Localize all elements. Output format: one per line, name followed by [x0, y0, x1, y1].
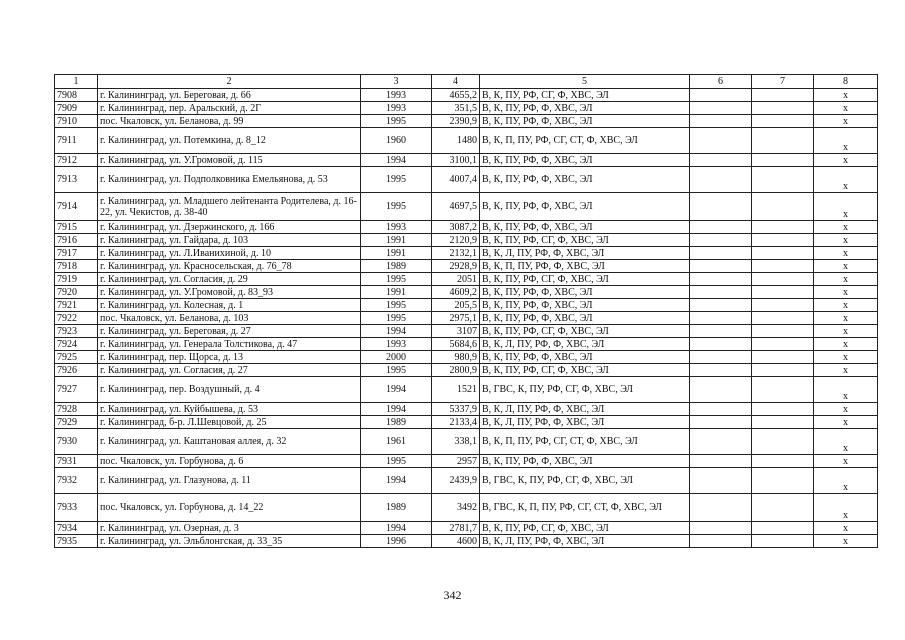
column-6-cell [690, 115, 752, 128]
column-7-cell [752, 522, 814, 535]
row-number: 7921 [55, 299, 98, 312]
year-cell: 1995 [361, 364, 432, 377]
column-8-cell: х [814, 351, 878, 364]
year-cell: 1989 [361, 260, 432, 273]
address-cell: г. Калининград, ул. Л.Иванихиной, д. 10 [98, 247, 361, 260]
column-6-cell [690, 102, 752, 115]
area-cell: 1521 [432, 377, 480, 403]
column-7-cell [752, 377, 814, 403]
services-cell: В, К, Л, ПУ, РФ, Ф, ХВС, ЭЛ [480, 416, 690, 429]
year-cell: 1993 [361, 221, 432, 234]
year-cell: 1961 [361, 429, 432, 455]
row-number: 7930 [55, 429, 98, 455]
column-6-cell [690, 377, 752, 403]
column-6-cell [690, 535, 752, 548]
services-cell: В, К, П, ПУ, РФ, СГ, СТ, Ф, ХВС, ЭЛ [480, 429, 690, 455]
row-number: 7918 [55, 260, 98, 273]
table-row [55, 325, 878, 338]
services-cell: В, К, Л, ПУ, РФ, Ф, ХВС, ЭЛ [480, 338, 690, 351]
column-number-row [55, 75, 878, 89]
address-cell: г. Калининград, ул. Дзержинского, д. 166 [98, 221, 361, 234]
table-row [55, 299, 878, 312]
row-number: 7910 [55, 115, 98, 128]
column-6-cell [690, 522, 752, 535]
area-cell: 351,5 [432, 102, 480, 115]
row-number: 7911 [55, 128, 98, 154]
column-6-cell [690, 468, 752, 494]
address-cell: г. Калининград, ул. У.Громовой, д. 115 [98, 154, 361, 167]
column-8-cell: х [814, 468, 878, 494]
column-7-cell [752, 468, 814, 494]
column-7-cell [752, 455, 814, 468]
services-cell: В, К, ПУ, РФ, СГ, Ф, ХВС, ЭЛ [480, 522, 690, 535]
row-number: 7924 [55, 338, 98, 351]
area-cell: 2439,9 [432, 468, 480, 494]
services-cell: В, К, ПУ, РФ, Ф, ХВС, ЭЛ [480, 286, 690, 299]
row-number: 7923 [55, 325, 98, 338]
column-8-cell: х [814, 338, 878, 351]
services-cell: В, ГВС, К, ПУ, РФ, СГ, Ф, ХВС, ЭЛ [480, 377, 690, 403]
row-number: 7908 [55, 89, 98, 102]
column-6-cell [690, 193, 752, 221]
services-cell: В, К, ПУ, РФ, Ф, ХВС, ЭЛ [480, 299, 690, 312]
services-cell: В, ГВС, К, П, ПУ, РФ, СГ, СТ, Ф, ХВС, ЭЛ [480, 494, 690, 522]
area-cell: 2120,9 [432, 234, 480, 247]
column-6-cell [690, 234, 752, 247]
area-cell: 2051 [432, 273, 480, 286]
address-cell: г. Калининград, ул. Колесная, д. 1 [98, 299, 361, 312]
column-6-cell [690, 312, 752, 325]
address-cell: г. Калининград, ул. Каштановая аллея, д. 32 [98, 429, 361, 455]
row-number: 7935 [55, 535, 98, 548]
address-cell: г. Калининград, ул. Подполковника Емельянова, д. 53 [98, 167, 361, 193]
column-8-cell: х [814, 234, 878, 247]
area-cell: 4655,2 [432, 89, 480, 102]
address-cell: г. Калининград, ул. Младшего лейтенанта Родителева, д. 16-22, ул. Чекистов, д. 38-40 [98, 193, 361, 221]
row-number: 7916 [55, 234, 98, 247]
column-7-cell [752, 286, 814, 299]
row-number: 7925 [55, 351, 98, 364]
address-cell: г. Калининград, ул. Береговая, д. 66 [98, 89, 361, 102]
column-7-cell [752, 115, 814, 128]
year-cell: 1995 [361, 273, 432, 286]
area-cell: 980,9 [432, 351, 480, 364]
year-cell: 1995 [361, 193, 432, 221]
column-6-cell [690, 128, 752, 154]
table-row [55, 115, 878, 128]
column-7-cell [752, 193, 814, 221]
column-7-cell [752, 416, 814, 429]
area-cell: 2390,9 [432, 115, 480, 128]
column-8-cell: х [814, 89, 878, 102]
services-cell: В, К, ПУ, РФ, СГ, Ф, ХВС, ЭЛ [480, 273, 690, 286]
column-6-cell [690, 351, 752, 364]
address-cell: г. Калининград, ул. Гайдара, д. 103 [98, 234, 361, 247]
table-row [55, 273, 878, 286]
services-cell: В, К, ПУ, РФ, Ф, ХВС, ЭЛ [480, 193, 690, 221]
column-7-cell [752, 494, 814, 522]
row-number: 7926 [55, 364, 98, 377]
address-cell: г. Калининград, пер. Щорса, д. 13 [98, 351, 361, 364]
year-cell: 1989 [361, 416, 432, 429]
address-cell: г. Калининград, ул. Согласия, д. 29 [98, 273, 361, 286]
table-row [55, 535, 878, 548]
address-cell: г. Калининград, ул. У.Громовой, д. 83_93 [98, 286, 361, 299]
column-6-cell [690, 338, 752, 351]
row-number: 7914 [55, 193, 98, 221]
year-cell: 1991 [361, 234, 432, 247]
column-7-cell [752, 154, 814, 167]
year-cell: 1994 [361, 468, 432, 494]
column-7-cell [752, 535, 814, 548]
area-cell: 4600 [432, 535, 480, 548]
column-header: 4 [432, 75, 480, 89]
table-row [55, 193, 878, 221]
column-6-cell [690, 455, 752, 468]
column-8-cell: х [814, 535, 878, 548]
services-cell: В, К, ПУ, РФ, СГ, Ф, ХВС, ЭЛ [480, 364, 690, 377]
services-cell: В, К, Л, ПУ, РФ, Ф, ХВС, ЭЛ [480, 535, 690, 548]
row-number: 7934 [55, 522, 98, 535]
services-cell: В, К, ПУ, РФ, Ф, ХВС, ЭЛ [480, 154, 690, 167]
column-7-cell [752, 429, 814, 455]
column-6-cell [690, 247, 752, 260]
services-cell: В, К, ПУ, РФ, Ф, ХВС, ЭЛ [480, 455, 690, 468]
column-8-cell: х [814, 522, 878, 535]
year-cell: 1994 [361, 377, 432, 403]
row-number: 7915 [55, 221, 98, 234]
area-cell: 5337,9 [432, 403, 480, 416]
column-8-cell: х [814, 260, 878, 273]
table-row [55, 247, 878, 260]
column-6-cell [690, 494, 752, 522]
address-cell: г. Калининград, ул. Озерная, д. 3 [98, 522, 361, 535]
table-row [55, 260, 878, 273]
column-6-cell [690, 364, 752, 377]
table-row [55, 102, 878, 115]
year-cell: 1995 [361, 299, 432, 312]
address-cell: пос. Чкаловск, ул. Горбунова, д. 14_22 [98, 494, 361, 522]
year-cell: 1995 [361, 115, 432, 128]
column-8-cell: х [814, 299, 878, 312]
row-number: 7931 [55, 455, 98, 468]
table-row [55, 364, 878, 377]
column-header: 6 [690, 75, 752, 89]
table-row [55, 167, 878, 193]
column-7-cell [752, 273, 814, 286]
address-cell: г. Калининград, ул. Потемкина, д. 8_12 [98, 128, 361, 154]
table-row [55, 128, 878, 154]
year-cell: 1991 [361, 286, 432, 299]
area-cell: 2800,9 [432, 364, 480, 377]
address-cell: г. Калининград, б-р. Л.Шевцовой, д. 25 [98, 416, 361, 429]
area-cell: 2928,9 [432, 260, 480, 273]
services-cell: В, ГВС, К, ПУ, РФ, СГ, Ф, ХВС, ЭЛ [480, 468, 690, 494]
address-cell: г. Калининград, ул. Береговая, д. 27 [98, 325, 361, 338]
column-8-cell: х [814, 115, 878, 128]
services-cell: В, К, ПУ, РФ, Ф, ХВС, ЭЛ [480, 312, 690, 325]
year-cell: 1995 [361, 312, 432, 325]
services-cell: В, К, ПУ, РФ, Ф, ХВС, ЭЛ [480, 167, 690, 193]
services-cell: В, К, ПУ, РФ, Ф, ХВС, ЭЛ [480, 102, 690, 115]
year-cell: 1995 [361, 455, 432, 468]
area-cell: 3492 [432, 494, 480, 522]
column-7-cell [752, 247, 814, 260]
column-6-cell [690, 325, 752, 338]
table-row [55, 416, 878, 429]
column-7-cell [752, 299, 814, 312]
year-cell: 2000 [361, 351, 432, 364]
column-8-cell: х [814, 494, 878, 522]
column-6-cell [690, 416, 752, 429]
address-cell: г. Калининград, ул. Генерала Толстикова, д. 47 [98, 338, 361, 351]
address-cell: г. Калининград, ул. Глазунова, д. 11 [98, 468, 361, 494]
address-cell: г. Калининград, ул. Куйбышева, д. 53 [98, 403, 361, 416]
column-8-cell: х [814, 167, 878, 193]
table-row [55, 286, 878, 299]
column-8-cell: х [814, 312, 878, 325]
year-cell: 1994 [361, 403, 432, 416]
column-7-cell [752, 312, 814, 325]
area-cell: 4007,4 [432, 167, 480, 193]
row-number: 7933 [55, 494, 98, 522]
services-cell: В, К, ПУ, РФ, СГ, Ф, ХВС, ЭЛ [480, 325, 690, 338]
table-body [55, 89, 878, 548]
column-header: 8 [814, 75, 878, 89]
column-8-cell: х [814, 128, 878, 154]
column-7-cell [752, 89, 814, 102]
services-cell: В, К, П, ПУ, РФ, СГ, СТ, Ф, ХВС, ЭЛ [480, 128, 690, 154]
address-cell: г. Калининград, пер. Аральский, д. 2Г [98, 102, 361, 115]
year-cell: 1994 [361, 522, 432, 535]
year-cell: 1994 [361, 325, 432, 338]
address-cell: пос. Чкаловск, ул. Горбунова, д. 6 [98, 455, 361, 468]
column-7-cell [752, 351, 814, 364]
address-cell: г. Калининград, ул. Красносельская, д. 76_78 [98, 260, 361, 273]
services-cell: В, К, ПУ, РФ, Ф, ХВС, ЭЛ [480, 351, 690, 364]
year-cell: 1960 [361, 128, 432, 154]
address-cell: пос. Чкаловск, ул. Беланова, д. 103 [98, 312, 361, 325]
column-8-cell: х [814, 364, 878, 377]
row-number: 7920 [55, 286, 98, 299]
housing-table [54, 74, 878, 548]
column-8-cell: х [814, 416, 878, 429]
row-number: 7913 [55, 167, 98, 193]
year-cell: 1995 [361, 167, 432, 193]
table-row [55, 154, 878, 167]
year-cell: 1989 [361, 494, 432, 522]
column-8-cell: х [814, 193, 878, 221]
column-7-cell [752, 167, 814, 193]
column-8-cell: х [814, 154, 878, 167]
services-cell: В, К, ПУ, РФ, Ф, ХВС, ЭЛ [480, 115, 690, 128]
column-6-cell [690, 89, 752, 102]
table-row [55, 468, 878, 494]
row-number: 7919 [55, 273, 98, 286]
table-row [55, 403, 878, 416]
table-row [55, 377, 878, 403]
year-cell: 1991 [361, 247, 432, 260]
table-row [55, 522, 878, 535]
services-cell: В, К, Л, ПУ, РФ, Ф, ХВС, ЭЛ [480, 247, 690, 260]
table-row [55, 338, 878, 351]
column-8-cell: х [814, 286, 878, 299]
area-cell: 4609,2 [432, 286, 480, 299]
column-6-cell [690, 260, 752, 273]
column-6-cell [690, 221, 752, 234]
column-7-cell [752, 325, 814, 338]
table-row [55, 494, 878, 522]
area-cell: 205,5 [432, 299, 480, 312]
area-cell: 5684,6 [432, 338, 480, 351]
table-row [55, 351, 878, 364]
area-cell: 3087,2 [432, 221, 480, 234]
column-header: 1 [55, 75, 98, 89]
column-7-cell [752, 403, 814, 416]
column-header: 7 [752, 75, 814, 89]
address-cell: пос. Чкаловск, ул. Беланова, д. 99 [98, 115, 361, 128]
row-number: 7922 [55, 312, 98, 325]
services-cell: В, К, ПУ, РФ, Ф, ХВС, ЭЛ [480, 221, 690, 234]
area-cell: 2781,7 [432, 522, 480, 535]
services-cell: В, К, ПУ, РФ, СГ, Ф, ХВС, ЭЛ [480, 234, 690, 247]
area-cell: 2975,1 [432, 312, 480, 325]
year-cell: 1993 [361, 89, 432, 102]
column-6-cell [690, 154, 752, 167]
column-header: 3 [361, 75, 432, 89]
year-cell: 1996 [361, 535, 432, 548]
column-7-cell [752, 128, 814, 154]
area-cell: 3100,1 [432, 154, 480, 167]
page-number: 342 [443, 588, 462, 602]
column-6-cell [690, 403, 752, 416]
services-cell: В, К, ПУ, РФ, СГ, Ф, ХВС, ЭЛ [480, 89, 690, 102]
row-number: 7927 [55, 377, 98, 403]
column-8-cell: х [814, 377, 878, 403]
row-number: 7928 [55, 403, 98, 416]
table-row [55, 312, 878, 325]
column-8-cell: х [814, 102, 878, 115]
area-cell: 2957 [432, 455, 480, 468]
area-cell: 338,1 [432, 429, 480, 455]
column-header: 2 [98, 75, 361, 89]
row-number: 7909 [55, 102, 98, 115]
area-cell: 1480 [432, 128, 480, 154]
column-8-cell: х [814, 273, 878, 286]
address-cell: г. Калининград, ул. Согласия, д. 27 [98, 364, 361, 377]
table-row [55, 429, 878, 455]
address-cell: г. Калининград, ул. Эльблонгская, д. 33_35 [98, 535, 361, 548]
column-6-cell [690, 273, 752, 286]
column-7-cell [752, 364, 814, 377]
services-cell: В, К, Л, ПУ, РФ, Ф, ХВС, ЭЛ [480, 403, 690, 416]
table-row [55, 89, 878, 102]
column-8-cell: х [814, 221, 878, 234]
area-cell: 4697,5 [432, 193, 480, 221]
column-8-cell: х [814, 247, 878, 260]
row-number: 7932 [55, 468, 98, 494]
column-6-cell [690, 167, 752, 193]
year-cell: 1993 [361, 102, 432, 115]
column-7-cell [752, 260, 814, 273]
area-cell: 2132,1 [432, 247, 480, 260]
column-6-cell [690, 299, 752, 312]
column-7-cell [752, 234, 814, 247]
area-cell: 2133,4 [432, 416, 480, 429]
column-8-cell: х [814, 429, 878, 455]
column-7-cell [752, 102, 814, 115]
year-cell: 1993 [361, 338, 432, 351]
row-number: 7912 [55, 154, 98, 167]
area-cell: 3107 [432, 325, 480, 338]
column-8-cell: х [814, 325, 878, 338]
table-row [55, 455, 878, 468]
column-7-cell [752, 338, 814, 351]
services-cell: В, К, П, ПУ, РФ, Ф, ХВС, ЭЛ [480, 260, 690, 273]
row-number: 7929 [55, 416, 98, 429]
column-6-cell [690, 429, 752, 455]
column-8-cell: х [814, 403, 878, 416]
table-row [55, 221, 878, 234]
column-header: 5 [480, 75, 690, 89]
address-cell: г. Калининград, пер. Воздушный, д. 4 [98, 377, 361, 403]
year-cell: 1994 [361, 154, 432, 167]
column-8-cell: х [814, 455, 878, 468]
row-number: 7917 [55, 247, 98, 260]
column-7-cell [752, 221, 814, 234]
table-row [55, 234, 878, 247]
column-6-cell [690, 286, 752, 299]
